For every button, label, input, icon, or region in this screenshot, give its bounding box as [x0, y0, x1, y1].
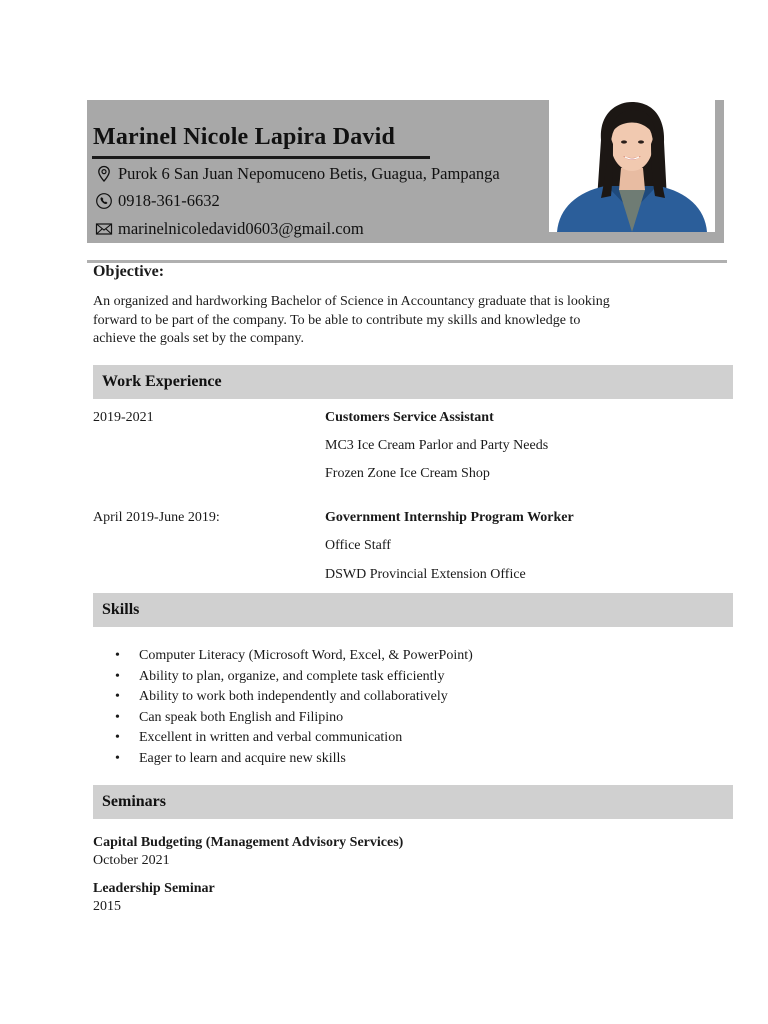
work-experience-header	[93, 365, 733, 399]
skills-list	[93, 646, 473, 770]
skill-item: • Ability to plan, organize, and complete task efficiently	[93, 667, 473, 688]
envelope-icon	[95, 220, 113, 238]
header-divider	[87, 260, 727, 263]
seminars-title: Seminars	[102, 793, 166, 810]
objective-line-1: An organized and hardworking Bachelor of Science in Accountancy graduate that is looking	[93, 294, 610, 309]
seminar-name: Leadership Seminar	[93, 881, 215, 896]
phone-line	[95, 191, 220, 211]
email-line	[95, 219, 364, 239]
applicant-name: Marinel Nicole Lapira David	[93, 124, 396, 150]
skill-item: • Computer Literacy (Microsoft Word, Excel, & PowerPoint)	[93, 646, 473, 667]
name-underline	[92, 156, 430, 159]
skill-item: • Excellent in written and verbal communication	[93, 728, 473, 749]
phone-icon	[95, 192, 113, 210]
work-period: April 2019-June 2019:	[93, 510, 220, 525]
phone-text: 0918-361-6632	[118, 191, 220, 210]
seminar-name: Capital Budgeting (Management Advisory Services)	[93, 835, 404, 850]
seminar-date: October 2021	[93, 853, 170, 868]
address-text: Purok 6 San Juan Nepomuceno Betis, Guagua, Pampanga	[118, 164, 500, 183]
work-detail: MC3 Ice Cream Parlor and Party Needs	[325, 438, 549, 453]
address-line	[95, 164, 500, 184]
work-role: Government Internship Program Worker	[325, 510, 574, 525]
resume-header	[87, 100, 724, 243]
skills-header	[93, 593, 733, 627]
work-detail: DSWD Provincial Extension Office	[325, 567, 526, 582]
seminar-date: 2015	[93, 899, 121, 914]
email-text: marinelnicoledavid0603@gmail.com	[118, 219, 364, 238]
work-detail: Frozen Zone Ice Cream Shop	[325, 466, 490, 481]
profile-photo	[549, 100, 715, 232]
objective-text	[93, 293, 683, 349]
seminars-header	[93, 785, 733, 819]
work-detail: Office Staff	[325, 538, 391, 553]
skill-item: • Eager to learn and acquire new skills	[93, 749, 473, 770]
objective-line-3: achieve the goals set by the company.	[93, 331, 304, 346]
skill-item: • Ability to work both independently and collaboratively	[93, 687, 473, 708]
work-experience-title: Work Experience	[102, 373, 222, 390]
objective-line-2: forward to be part of the company. To be able to contribute my skills and knowledge to	[93, 312, 581, 328]
skill-item: • Can speak both English and Filipino	[93, 708, 473, 729]
skills-title: Skills	[102, 601, 140, 618]
work-role: Customers Service Assistant	[325, 410, 494, 425]
location-pin-icon	[95, 165, 113, 183]
objective-title: Objective:	[93, 263, 165, 280]
work-period: 2019-2021	[93, 410, 154, 425]
